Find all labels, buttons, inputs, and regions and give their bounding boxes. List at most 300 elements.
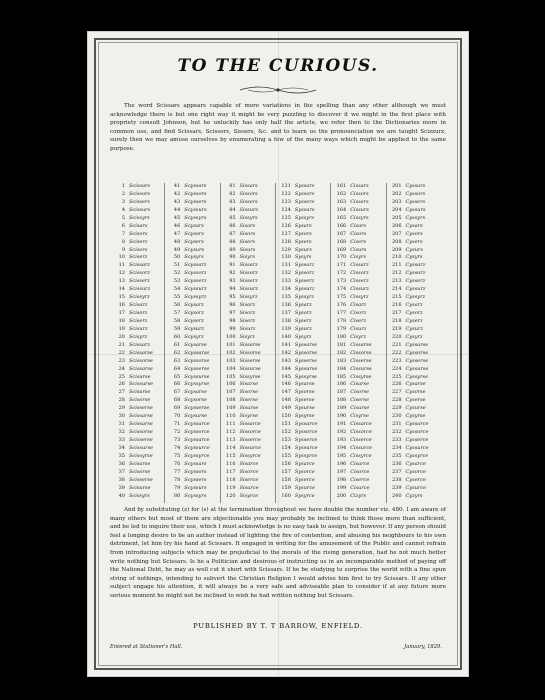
spelling-variant: Cysurz <box>405 325 423 332</box>
table-row <box>167 262 210 270</box>
spelling-variant: Ciserse <box>350 397 370 404</box>
row-number: 134 <box>281 286 291 293</box>
table-row <box>333 199 372 207</box>
spelling-variant: Cisurse <box>350 405 370 412</box>
spelling-variant: Sysyrz <box>294 333 312 340</box>
table-row <box>278 334 318 342</box>
spelling-variant: Scisurz <box>129 325 148 332</box>
spelling-variant: Sisarce <box>239 460 259 467</box>
table-row <box>278 302 318 310</box>
row-number: 111 <box>226 421 236 428</box>
spelling-variant: Sciserz <box>129 254 148 261</box>
spelling-variant: Scisurse <box>129 373 151 380</box>
table-row <box>167 318 210 326</box>
row-number: 131 <box>281 262 291 269</box>
row-number: 222 <box>391 349 402 356</box>
spelling-variant: Scisarz <box>129 302 148 309</box>
row-number: 232 <box>391 429 402 436</box>
spelling-variant: Cissarse <box>350 341 372 348</box>
table-row <box>389 183 429 191</box>
table-row <box>167 461 210 469</box>
table-row <box>333 334 372 342</box>
table-row <box>278 199 318 207</box>
table-row <box>333 461 372 469</box>
row-number: 154 <box>281 444 291 451</box>
table-row <box>112 405 153 413</box>
row-number: 140 <box>281 333 291 340</box>
spelling-variant: Scyssars <box>184 460 207 467</box>
spelling-variant: Cyssurce <box>405 444 429 451</box>
spelling-variant: Cysors <box>405 230 423 237</box>
row-number: 72 <box>173 429 181 436</box>
table-row <box>167 342 210 350</box>
row-number: 55 <box>173 294 181 301</box>
row-number: 35 <box>118 452 125 459</box>
table-row <box>167 493 210 501</box>
table-row <box>167 278 210 286</box>
row-number: 190 <box>336 413 347 420</box>
row-number: 45 <box>173 214 181 221</box>
spelling-variant: Cisserce <box>350 437 372 443</box>
row-number: 185 <box>336 373 347 380</box>
row-number: 11 <box>118 262 125 269</box>
spelling-variant: Scyssorz <box>184 270 207 277</box>
table-row <box>389 334 429 342</box>
table-row <box>278 374 318 382</box>
spelling-variant: Cyssarz <box>405 262 426 269</box>
spelling-variant: Scyssurse <box>184 373 210 380</box>
row-number: 152 <box>281 429 291 436</box>
table-row <box>167 231 210 239</box>
spelling-variant: Scysyrs <box>184 254 204 261</box>
spelling-variant: Sissars <box>239 183 258 189</box>
spelling-variant: Sysyrse <box>294 413 315 420</box>
table-row <box>389 294 429 302</box>
spelling-variant: Cissyrs <box>350 214 369 221</box>
spelling-variant: Cisurs <box>350 246 367 253</box>
table-row <box>112 310 153 318</box>
table-row <box>389 437 429 445</box>
table-row <box>167 469 210 477</box>
table-row <box>333 413 372 421</box>
table-row <box>223 278 262 286</box>
row-number: 210 <box>391 254 402 261</box>
spelling-variant: Sysyrs <box>294 254 312 261</box>
table-row <box>223 191 262 199</box>
row-number: 115 <box>226 452 236 459</box>
row-number: 231 <box>391 421 402 428</box>
spelling-variant: Sciserz <box>129 317 148 324</box>
spelling-variant: Cysarce <box>405 460 426 467</box>
spelling-variant: Cyssurs <box>405 206 426 213</box>
row-number: 240 <box>391 492 402 499</box>
table-row <box>333 469 372 477</box>
spelling-variant: Scissarse <box>129 365 153 372</box>
spelling-variant: Sisars <box>239 222 256 229</box>
row-number: 238 <box>391 476 402 483</box>
table-row <box>167 302 210 310</box>
row-number: 125 <box>281 214 291 221</box>
table-row <box>333 294 372 302</box>
spelling-variant: Cyssorz <box>405 270 426 277</box>
row-number: 18 <box>118 317 125 324</box>
row-number: 118 <box>226 476 236 483</box>
table-row <box>278 461 318 469</box>
table-row <box>389 239 429 247</box>
row-number: 47 <box>173 230 181 237</box>
table-row <box>112 199 153 207</box>
spelling-variant: Sisyrse <box>239 413 258 420</box>
spelling-variant: Scysers <box>184 238 204 245</box>
table-row <box>112 231 153 239</box>
table-row <box>167 239 210 247</box>
spelling-variant: Syserse <box>294 397 315 404</box>
table-row <box>278 247 318 255</box>
spelling-variant: Scissurse <box>129 444 154 451</box>
row-number: 196 <box>336 460 347 467</box>
table-row <box>389 247 429 255</box>
publication-date: January, 1829. <box>404 644 442 650</box>
row-number: 167 <box>336 230 347 237</box>
spelling-variant: Cysers <box>405 238 423 245</box>
row-number: 97 <box>229 310 236 316</box>
spelling-variant: Siserz <box>239 317 256 324</box>
spelling-variant: Scisars <box>129 222 148 229</box>
table-row <box>333 310 372 318</box>
table-row <box>223 231 262 239</box>
table-column <box>223 183 262 501</box>
table-row <box>223 374 262 382</box>
row-number: 10 <box>118 254 125 261</box>
row-number: 74 <box>173 444 181 451</box>
spelling-variant: Scisserse <box>129 476 153 483</box>
row-number: 7 <box>121 230 125 237</box>
row-number: 53 <box>173 278 181 285</box>
spelling-variant: Cisarse <box>350 381 370 388</box>
row-number: 114 <box>226 444 236 451</box>
spelling-variant: Syssyrce <box>294 452 318 459</box>
spelling-variant: Sysurs <box>294 246 312 253</box>
spelling-variant: Cissars <box>350 183 369 189</box>
spelling-variant: Sisurs <box>239 246 256 253</box>
table-row <box>112 342 153 350</box>
row-number: 153 <box>281 437 291 443</box>
spelling-variant: Cissorz <box>350 270 369 277</box>
row-number: 37 <box>118 468 125 475</box>
spelling-variant: Scyssorse <box>184 357 210 364</box>
spelling-variant: Cysserz <box>405 278 426 285</box>
row-number: 163 <box>336 198 347 205</box>
row-number: 164 <box>336 206 347 213</box>
row-number: 236 <box>391 460 402 467</box>
row-number: 180 <box>336 333 347 340</box>
row-number: 230 <box>391 413 402 420</box>
spelling-variant: Cissyrce <box>350 452 372 459</box>
row-number: 218 <box>391 317 402 324</box>
table-row <box>112 453 153 461</box>
table-row <box>223 199 262 207</box>
table-row <box>112 254 153 262</box>
spelling-variant: Syssers <box>294 198 315 205</box>
ornament-flourish-icon <box>238 84 318 96</box>
table-row <box>223 469 262 477</box>
table-row <box>333 421 372 429</box>
row-number: 62 <box>173 349 181 356</box>
row-number: 99 <box>229 325 236 332</box>
spelling-variant: Sysorz <box>294 310 312 316</box>
table-row <box>278 381 318 389</box>
table-row <box>223 183 262 191</box>
table-row <box>389 199 429 207</box>
row-number: 129 <box>281 246 291 253</box>
row-number: 110 <box>226 413 236 420</box>
spelling-variant: Syssyrs <box>294 214 315 221</box>
row-number: 168 <box>336 238 347 245</box>
spelling-variant: Cisorz <box>350 310 367 316</box>
row-number: 149 <box>281 405 291 412</box>
table-row <box>278 231 318 239</box>
table-row <box>112 374 153 382</box>
table-row <box>167 247 210 255</box>
table-row <box>167 334 210 342</box>
spelling-variant: Sisers <box>239 238 256 245</box>
row-number: 212 <box>391 270 402 277</box>
spelling-variant: Sisorz <box>239 310 256 316</box>
table-row <box>333 389 372 397</box>
table-row <box>167 358 210 366</box>
spelling-variant: Cyserce <box>405 476 426 483</box>
spelling-variant: Scyssors <box>184 190 207 197</box>
row-number: 183 <box>336 357 347 364</box>
table-row <box>223 270 262 278</box>
row-number: 39 <box>118 484 125 491</box>
row-number: 235 <box>391 452 402 459</box>
spelling-variant: Scysyrz <box>184 333 204 340</box>
spelling-variant: Scissarz <box>129 262 150 269</box>
table-row <box>278 254 318 262</box>
table-row <box>333 191 372 199</box>
row-number: 5 <box>121 214 125 221</box>
spelling-variant: Sysorse <box>294 389 315 396</box>
row-number: 17 <box>118 310 125 316</box>
table-row <box>167 381 210 389</box>
row-number: 106 <box>226 381 236 388</box>
row-number: 145 <box>281 373 291 380</box>
table-row <box>223 342 262 350</box>
table-row <box>223 326 262 334</box>
table-row <box>389 207 429 215</box>
row-number: 138 <box>281 317 291 324</box>
table-row <box>389 389 429 397</box>
row-number: 2 <box>121 190 125 197</box>
row-number: 139 <box>281 325 291 332</box>
spelling-variant: Siserse <box>239 397 259 404</box>
spelling-variant: Scissers <box>129 198 150 205</box>
row-number: 50 <box>173 254 181 261</box>
table-row <box>167 199 210 207</box>
spelling-variant: Cissyrse <box>350 373 372 380</box>
table-row <box>223 294 262 302</box>
row-number: 79 <box>173 484 181 491</box>
spelling-variant: Scysurs <box>184 246 205 253</box>
table-row <box>333 358 372 366</box>
row-number: 101 <box>226 341 236 348</box>
row-number: 206 <box>391 222 402 229</box>
row-number: 95 <box>229 294 236 301</box>
row-number: 160 <box>281 492 291 499</box>
row-number: 48 <box>173 238 181 245</box>
spelling-variant: Cyssarse <box>405 341 429 348</box>
row-number: 123 <box>281 198 291 205</box>
table-row <box>389 223 429 231</box>
table-row <box>389 366 429 374</box>
row-number: 21 <box>118 341 125 348</box>
column-divider <box>386 183 387 503</box>
table-row <box>167 350 210 358</box>
row-number: 200 <box>336 492 347 499</box>
spelling-variant: Scysurz <box>184 325 205 332</box>
table-row <box>167 207 210 215</box>
table-row <box>223 207 262 215</box>
spelling-variant: Sisorce <box>239 468 259 475</box>
table-column <box>389 183 429 501</box>
row-number: 29 <box>118 405 125 412</box>
row-number: 76 <box>173 460 181 467</box>
table-row <box>389 477 429 485</box>
row-number: 33 <box>118 437 125 443</box>
row-number: 188 <box>336 397 347 404</box>
row-number: 68 <box>173 397 181 404</box>
row-number: 92 <box>229 270 236 277</box>
table-column <box>112 183 153 501</box>
table-row <box>278 493 318 501</box>
table-row <box>278 437 318 445</box>
spelling-variant: Scyssurz <box>184 286 207 293</box>
row-number: 86 <box>229 222 236 229</box>
row-number: 98 <box>229 317 236 324</box>
table-row <box>223 358 262 366</box>
table-row <box>112 247 153 255</box>
row-number: 161 <box>336 183 347 189</box>
table-row <box>389 493 429 501</box>
row-number: 94 <box>229 286 236 293</box>
row-number: 85 <box>229 214 236 221</box>
spelling-variant: Syserz <box>294 317 312 324</box>
spelling-variant: Sissyrz <box>239 294 258 301</box>
table-row <box>389 469 429 477</box>
table-row <box>167 445 210 453</box>
spelling-variant: Cisors <box>350 230 367 237</box>
row-number: 176 <box>336 302 347 309</box>
row-number: 6 <box>121 222 125 229</box>
row-number: 25 <box>118 373 125 380</box>
table-row <box>167 437 210 445</box>
spelling-variant: Syssurs <box>294 206 315 213</box>
entered-note: Entered at Stationer's Hall. <box>110 644 183 650</box>
row-number: 120 <box>226 492 236 499</box>
spelling-variant: Scissarse <box>129 349 153 356</box>
row-number: 220 <box>391 333 402 340</box>
table-row <box>223 405 262 413</box>
row-number: 224 <box>391 365 402 372</box>
spelling-variant: Cysorce <box>405 468 426 475</box>
row-number: 228 <box>391 397 402 404</box>
table-row <box>389 421 429 429</box>
table-row <box>333 381 372 389</box>
spelling-variant: Scisarse <box>129 389 151 396</box>
table-row <box>223 262 262 270</box>
row-number: 174 <box>336 286 347 293</box>
spelling-variant: Scyserz <box>184 317 204 324</box>
spelling-variant: Scisserz <box>129 278 150 285</box>
spelling-variant: Cissors <box>350 190 369 197</box>
table-row <box>389 381 429 389</box>
spelling-variant: Syssurse <box>294 365 318 372</box>
table-row <box>333 485 372 493</box>
table-row <box>223 223 262 231</box>
row-number: 59 <box>173 325 181 332</box>
row-number: 186 <box>336 381 347 388</box>
table-row <box>112 389 153 397</box>
spelling-variant: Sisserce <box>239 437 261 443</box>
spelling-variant: Sissarce <box>239 421 261 428</box>
spelling-variant: Sissurs <box>239 206 258 213</box>
spelling-variant: Scysars <box>184 222 204 229</box>
spelling-variant: Cyssyrs <box>405 214 426 221</box>
spelling-variant: Scysorz <box>184 310 204 316</box>
row-number: 122 <box>281 190 291 197</box>
table-row <box>333 286 372 294</box>
spelling-variant: Cizyrs <box>350 492 367 499</box>
table-row <box>167 326 210 334</box>
row-number: 184 <box>336 365 347 372</box>
table-row <box>278 223 318 231</box>
spelling-variant: Scissorse <box>129 429 153 436</box>
row-number: 14 <box>118 286 125 293</box>
table-row <box>112 294 153 302</box>
spelling-variant: Cysarse <box>405 381 426 388</box>
table-row <box>278 421 318 429</box>
table-row <box>389 429 429 437</box>
table-row <box>333 397 372 405</box>
table-row <box>333 342 372 350</box>
row-number: 30 <box>118 413 125 420</box>
spelling-variant: Scisors <box>129 230 148 237</box>
row-number: 136 <box>281 302 291 309</box>
row-number: 49 <box>173 246 181 253</box>
spelling-variant: Sysorce <box>294 468 315 475</box>
spelling-variant: Scissyrse <box>129 452 153 459</box>
table-row <box>223 286 262 294</box>
row-number: 41 <box>173 183 181 189</box>
table-row <box>167 374 210 382</box>
row-number: 166 <box>336 222 347 229</box>
table-column <box>278 183 318 501</box>
spelling-variant: Cissyrz <box>350 294 369 301</box>
row-number: 119 <box>226 484 236 491</box>
row-number: 193 <box>336 437 347 443</box>
spelling-variant: Sissurz <box>239 286 258 293</box>
row-number: 65 <box>173 373 181 380</box>
row-number: 12 <box>118 270 125 277</box>
row-number: 100 <box>226 333 236 340</box>
table-row <box>333 429 372 437</box>
spelling-variant: Cysurce <box>405 484 427 491</box>
row-number: 187 <box>336 389 347 396</box>
spelling-variant: Scysarse <box>184 341 207 348</box>
spelling-variant: Scyssyrse <box>184 381 210 388</box>
spelling-variant: Sysserse <box>294 357 318 364</box>
